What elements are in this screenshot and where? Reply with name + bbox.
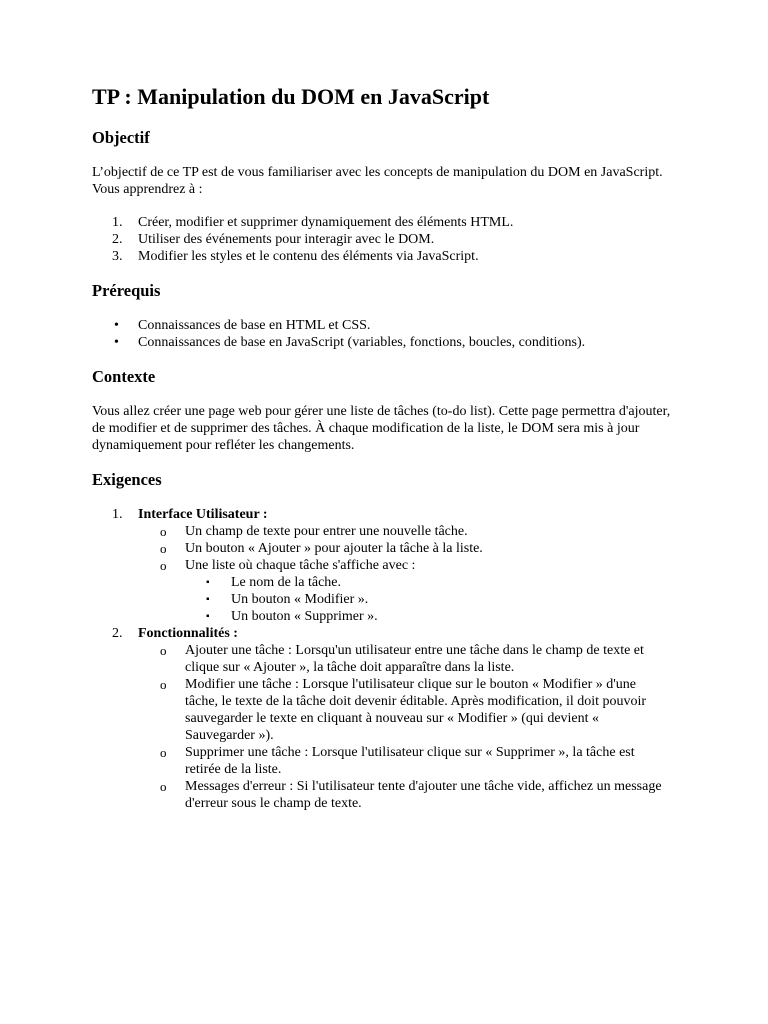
bullet-icon: • xyxy=(114,317,119,333)
sublist-item-text: Le nom de la tâche. xyxy=(231,574,342,590)
sublist-item xyxy=(92,523,672,540)
section-heading-contexte: Contexte xyxy=(92,366,156,386)
square-bullet-icon: ▪ xyxy=(206,576,210,588)
sublist-item xyxy=(92,574,672,591)
sublist-item-text: Un bouton « Modifier ». xyxy=(231,591,369,607)
contexte-text: Vous allez créer une page web pour gérer une liste de tâches (to-do list). Cette page permettra d'ajouter, de modifier et de supprimer des tâches. À chaque modification de la liste, le DOM sera mis à jour dynamiquement pour refléter les changements. xyxy=(92,403,671,453)
list-number: 1. xyxy=(112,506,123,522)
list-item-text: Utiliser des événements pour interagir avec le DOM. xyxy=(138,232,435,248)
task-display-sublist xyxy=(92,574,672,625)
interface-sublist xyxy=(92,523,672,574)
list-item xyxy=(92,625,672,642)
sublist-item-text: Un bouton « Ajouter » pour ajouter la tâche à la liste. xyxy=(185,540,483,556)
exigences-list-continued xyxy=(92,625,672,642)
list-number: 3. xyxy=(112,249,123,265)
list-item xyxy=(92,214,672,231)
circle-bullet-icon: o xyxy=(160,523,167,539)
exigences-list xyxy=(92,506,672,523)
list-item xyxy=(92,317,672,334)
square-bullet-icon: ▪ xyxy=(206,610,210,622)
objectif-intro: L’objectif de ce TP est de vous familiariser avec les concepts de manipulation du DOM en JavaScript. Vous apprendrez à : xyxy=(92,165,663,198)
bullet-icon: • xyxy=(114,334,119,350)
sublist-item xyxy=(92,778,672,812)
list-item xyxy=(92,248,672,265)
list-item-text: Connaissances de base en HTML et CSS. xyxy=(138,317,371,333)
document-title: TP : Manipulation du DOM en JavaScript xyxy=(92,84,490,109)
circle-bullet-icon: o xyxy=(160,676,167,692)
list-item xyxy=(92,231,672,248)
list-item-text: Créer, modifier et supprimer dynamiquement des éléments HTML. xyxy=(138,215,514,231)
list-item-title: Fonctionnalités : xyxy=(138,625,238,641)
list-number: 2. xyxy=(112,625,123,641)
sublist-item xyxy=(92,608,672,625)
square-bullet-icon: ▪ xyxy=(206,593,210,605)
list-item-text: Connaissances de base en JavaScript (variables, fonctions, boucles, conditions). xyxy=(138,334,586,350)
circle-bullet-icon: o xyxy=(160,744,167,760)
section-heading-objectif: Objectif xyxy=(92,128,150,148)
list-item xyxy=(92,506,672,523)
sublist-item xyxy=(92,676,672,744)
sublist-item-text: Un bouton « Supprimer ». xyxy=(231,608,378,624)
list-item xyxy=(92,334,672,351)
circle-bullet-icon: o xyxy=(160,540,167,556)
fonctionnalites-sublist xyxy=(92,642,672,812)
list-item-title: Interface Utilisateur : xyxy=(138,506,268,522)
prerequis-list xyxy=(92,317,672,351)
list-item-text: Modifier les styles et le contenu des éléments via JavaScript. xyxy=(138,249,479,265)
sublist-item-text: Une liste où chaque tâche s'affiche avec : xyxy=(185,557,416,573)
sublist-item xyxy=(92,557,672,574)
circle-bullet-icon: o xyxy=(160,778,167,794)
circle-bullet-icon: o xyxy=(160,642,167,658)
list-number: 1. xyxy=(112,215,123,231)
list-number: 2. xyxy=(112,232,123,248)
section-heading-exigences: Exigences xyxy=(92,469,162,489)
sublist-item xyxy=(92,642,672,676)
sublist-item-text: Un champ de texte pour entrer une nouvelle tâche. xyxy=(185,523,468,539)
sublist-item xyxy=(92,744,672,778)
section-heading-prerequis: Prérequis xyxy=(92,281,161,301)
sublist-item-text: Messages d'erreur : Si l'utilisateur tente d'ajouter une tâche vide, affichez un message d'erreur sous le champ de texte. xyxy=(185,778,662,811)
sublist-item xyxy=(92,540,672,557)
sublist-item-text: Ajouter une tâche : Lorsqu'un utilisateur entre une tâche dans le champ de texte et clique sur « Ajouter », la tâche doit apparaître dans la liste. xyxy=(185,642,644,675)
sublist-item-text: Modifier une tâche : Lorsque l'utilisateur clique sur le bouton « Modifier » d'une tâche, le texte de la tâche doit devenir éditable. Après modification, il doit pouvoir sauvegarder le texte en cliquant à nouveau sur « Modifier » (qui devient « Sauvegarder »). xyxy=(185,676,647,743)
circle-bullet-icon: o xyxy=(160,557,167,573)
sublist-item xyxy=(92,591,672,608)
objectif-list xyxy=(92,214,672,265)
sublist-item-text: Supprimer une tâche : Lorsque l'utilisateur clique sur « Supprimer », la tâche est retirée de la liste. xyxy=(185,744,635,777)
